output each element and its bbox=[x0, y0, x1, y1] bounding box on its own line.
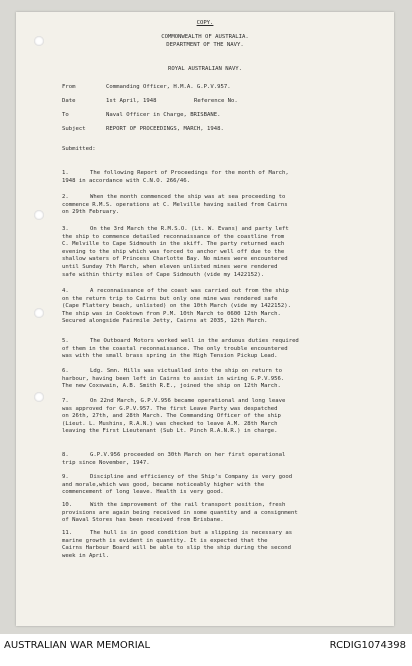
paragraph-7 bbox=[62, 398, 382, 436]
date-label: Date bbox=[62, 98, 76, 104]
paragraph-line: (Lieut. L. Mushins, R.A.N.) was checked to leave A.M. 28th March bbox=[62, 420, 278, 427]
to-label: To bbox=[62, 112, 69, 118]
paragraph-line: on 26th, 27th, and 28th March. The Commanding Officer of the ship bbox=[62, 413, 281, 420]
paragraph-line: of Naval Stores has been received from Brisbane. bbox=[62, 517, 224, 524]
paragraph-line: marine growth is evident in quantity. It is expected that the bbox=[62, 537, 268, 544]
subject-field bbox=[62, 126, 382, 134]
paragraph-1 bbox=[62, 170, 382, 185]
paragraph-number: 8. bbox=[62, 452, 69, 458]
paragraph-line: harbour, having been left in Cairns to assist in wiring G.P.V.956. bbox=[62, 375, 285, 382]
paragraph-line: The following Report of Proceedings for the month of March, bbox=[90, 170, 289, 176]
paragraph-4 bbox=[62, 288, 382, 326]
punch-hole bbox=[34, 308, 44, 318]
paragraph-line: G.P.V.956 proceeded on 30th March on her first operational bbox=[90, 452, 286, 458]
paragraph-line: on the return trip to Cairns but only one mine was rendered safe bbox=[62, 295, 278, 302]
punch-hole bbox=[34, 210, 44, 220]
date-field bbox=[62, 98, 382, 106]
org-line-1: COMMONWEALTH OF AUSTRALIA. bbox=[161, 34, 249, 40]
to-field bbox=[62, 112, 382, 120]
footer-left: AUSTRALIAN WAR MEMORIAL bbox=[4, 640, 151, 651]
from-field bbox=[62, 84, 382, 92]
paragraph-3 bbox=[62, 226, 382, 279]
paragraph-line: 1948 in accordance with C.N.O. 266/46. bbox=[62, 177, 190, 184]
paragraph-line: commence R.M.S. operations at C. Melville having sailed from Cairns bbox=[62, 201, 288, 208]
paragraph-number: 11. bbox=[62, 530, 73, 536]
paragraph-line: On 22nd March, G.P.V.956 became operational and long leave bbox=[90, 398, 286, 404]
paragraph-line: Discipline and efficiency of the Ship's Company is very good bbox=[90, 474, 293, 480]
paragraph-line: until Sunday 7th March, when eleven unlisted mines were rendered bbox=[62, 264, 278, 270]
paragraph-line: The ship was in Cooktown from P.M. 10th March to 0600 12th March. bbox=[62, 310, 281, 317]
paragraph-line: leaving the First Lieutenant (Sub Lt. Pinch R.A.N.R.) in charge. bbox=[62, 428, 278, 435]
paragraph-line: and morale,which was good, became noticeably higher with the bbox=[62, 481, 265, 488]
paragraph-line: The Outboard Motors worked well in the arduous duties required bbox=[90, 338, 299, 344]
paragraph-line: C. Melville to Cape Sidmouth in the skiff. The party returned each bbox=[62, 241, 285, 248]
paragraph-line: week in April. bbox=[62, 552, 110, 559]
paragraph-line: A reconnaissance of the coast was carried out from the ship bbox=[90, 288, 289, 294]
paragraph-line: trip since November, 1947. bbox=[62, 459, 150, 466]
paragraph-number: 4. bbox=[62, 288, 69, 294]
paragraph-line: commencement of long leave. Health is very good. bbox=[62, 489, 224, 496]
date-value: 1st April, 1948 bbox=[106, 98, 157, 104]
paragraph-5 bbox=[62, 338, 382, 361]
service-heading: ROYAL AUSTRALIAN NAVY. bbox=[167, 66, 243, 72]
subject-label: Subject bbox=[62, 126, 86, 132]
paragraph-6 bbox=[62, 368, 382, 391]
org-line-2: DEPARTMENT OF THE NAVY. bbox=[166, 42, 244, 48]
paragraph-number: 10. bbox=[62, 502, 73, 508]
document-page bbox=[16, 12, 394, 626]
paragraph-line: The hull is in good condition but a slipping is necessary as bbox=[90, 530, 293, 536]
paragraph-number: 5. bbox=[62, 338, 69, 344]
paragraph-11 bbox=[62, 530, 382, 560]
paragraph-line: was approved for G.P.V.957. The first Leave Party was despatched bbox=[62, 405, 278, 412]
paragraph-10 bbox=[62, 502, 382, 525]
paragraph-line: The new Coxswain, A.B. Smith R.E., joined the ship on 12th March. bbox=[62, 383, 281, 390]
punch-hole bbox=[34, 392, 44, 402]
from-label: From bbox=[62, 84, 76, 90]
copy-heading: COPY. bbox=[196, 20, 214, 26]
submitted-label: Submitted: bbox=[62, 146, 96, 152]
paragraph-line: When the month commenced the ship was at sea proceeding to bbox=[90, 194, 286, 200]
paragraph-line: on 29th February. bbox=[62, 209, 120, 216]
footer-right: RCDIG1074398 bbox=[329, 640, 406, 651]
paragraph-number: 9. bbox=[62, 474, 69, 480]
subject-value: REPORT OF PROCEEDINGS, MARCH, 1948. bbox=[106, 126, 224, 132]
to-value: Naval Officer in Charge, BRISBANE. bbox=[106, 112, 221, 118]
paragraph-line: the ship to commence detailed reconnaissance of the coastline from bbox=[62, 233, 285, 240]
paragraph-9 bbox=[62, 474, 382, 497]
paragraph-line: was with the small brass spring in the High Tension Pickup Lead. bbox=[62, 353, 278, 360]
paragraph-number: 6. bbox=[62, 368, 69, 374]
from-value: Commanding Officer, H.M.A. G.P.V.957. bbox=[106, 84, 231, 90]
paragraph-line: shallow waters of Princess Charlotte Bay. No mines were encountered bbox=[62, 256, 288, 263]
reference-label: Reference No. bbox=[194, 98, 238, 104]
paragraph-line: (Cape Flattery beach, unlisted) on the 10th March (vide my 1422152). bbox=[62, 303, 292, 310]
paragraph-line: Ldg. Smn. Hills was victualled into the ship on return to bbox=[90, 368, 282, 374]
paragraph-8 bbox=[62, 452, 382, 467]
paragraph-line: Cairns Harbour Board will be able to slip the ship during the second bbox=[62, 545, 292, 552]
paragraph-number: 2. bbox=[62, 194, 69, 200]
paragraph-line: safe within thirty miles of Cape Sidmouth (vide my 1422152). bbox=[62, 271, 265, 278]
paragraph-line: provisions are again being received in some quantity and a consignment bbox=[62, 509, 298, 516]
paragraph-line: of them in the coastal reconnaissance. The only trouble encountered bbox=[62, 345, 288, 352]
paragraph-number: 1. bbox=[62, 170, 69, 176]
paragraph-number: 7. bbox=[62, 398, 69, 404]
paragraph-2 bbox=[62, 194, 382, 217]
paragraph-line: evening to the ship which was forced to anchor well off due to the bbox=[62, 248, 285, 255]
paragraph-number: 3. bbox=[62, 226, 69, 232]
paragraph-line: On the 3rd March the R.M.S.O. (Lt. W. Evans) and party left bbox=[90, 226, 289, 232]
paragraph-line: With the improvement of the rail transport position, fresh bbox=[90, 502, 286, 508]
paragraph-line: Secured alongside Fairmile Jetty, Cairns at 2035, 12th March. bbox=[62, 318, 268, 325]
